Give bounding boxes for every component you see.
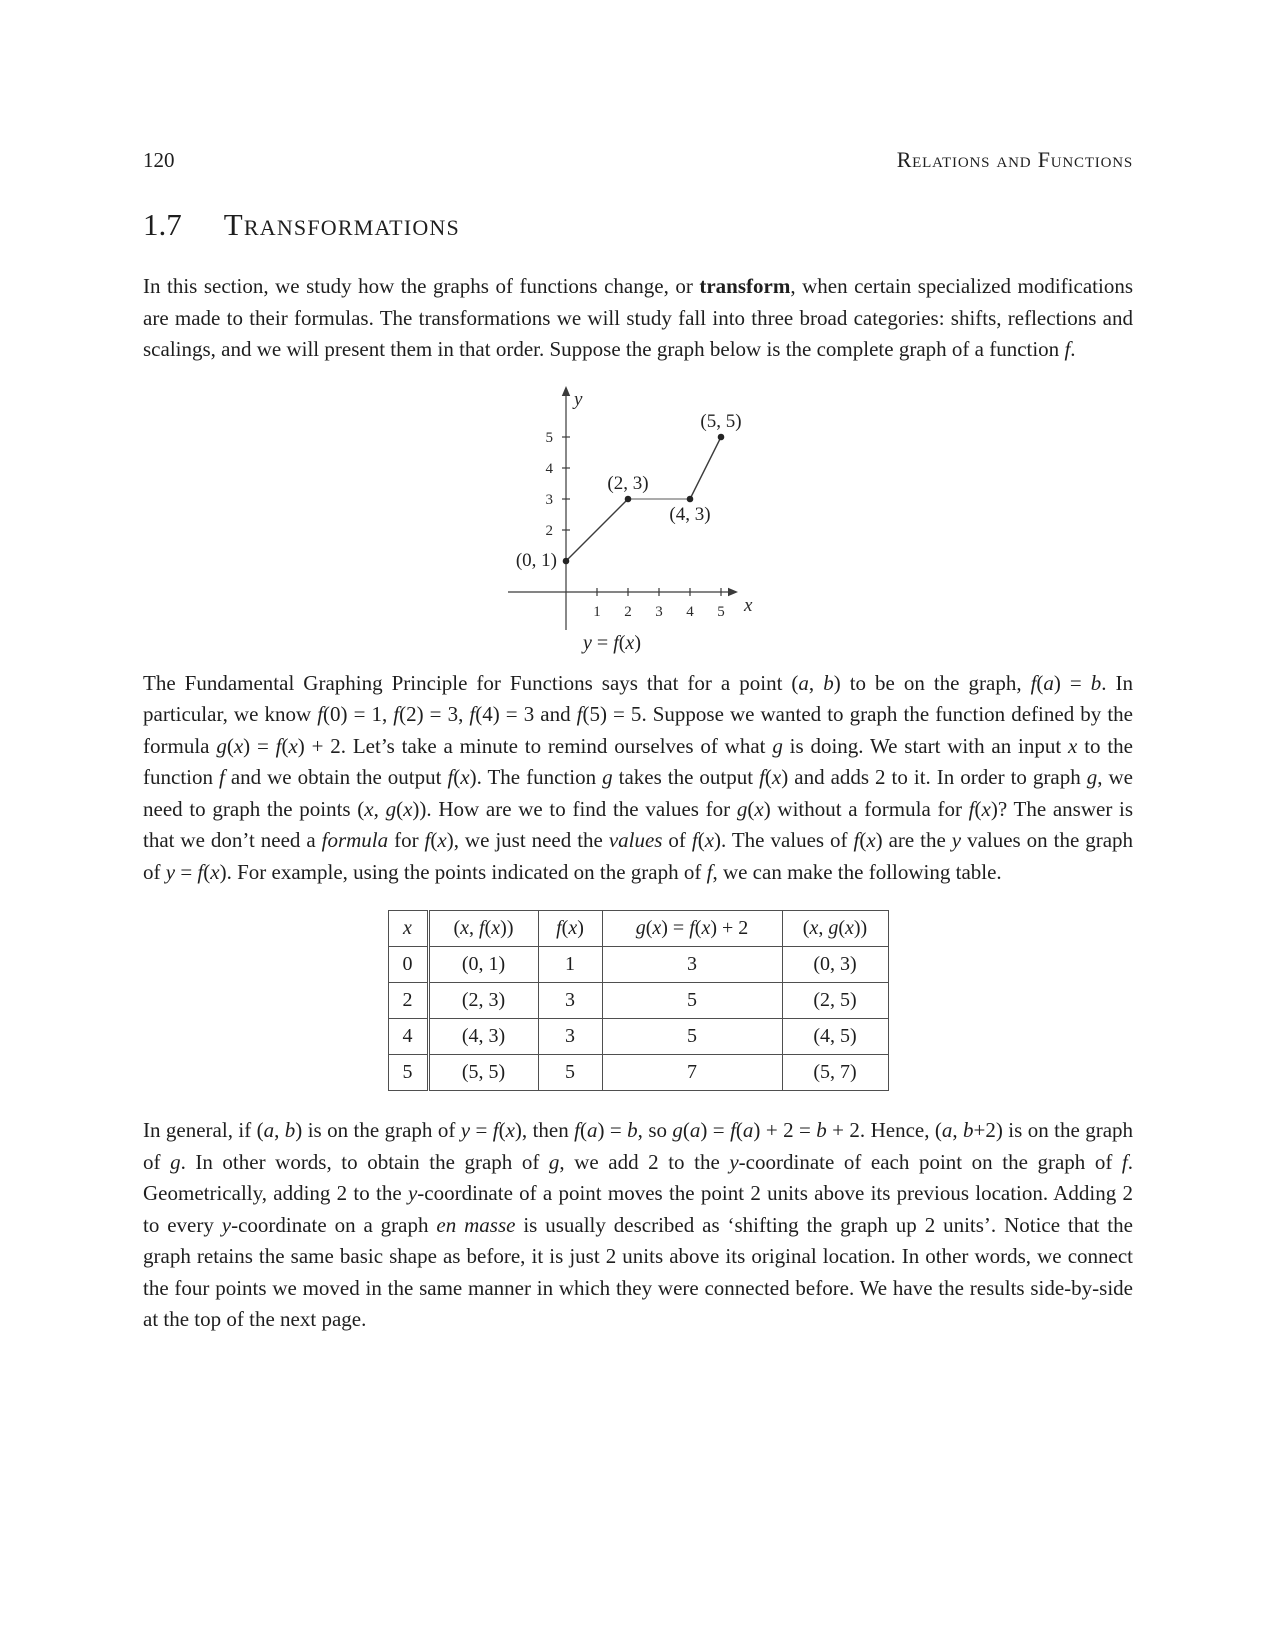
table-cell: 5 (602, 983, 782, 1019)
table-cell: 1 (538, 947, 602, 983)
table-header-cell: (x, f(x)) (428, 911, 538, 947)
function-graph-figure (460, 378, 792, 658)
table-cell: 4 (388, 1019, 428, 1055)
data-point (563, 557, 570, 564)
table-cell: 5 (602, 1019, 782, 1055)
section-heading (143, 207, 1133, 243)
paragraph-principle: The Fundamental Graphing Principle for Functions says that for a point (a, b) to be on the graph, f(a) = b. In particular, we know f(0) = 1, f(2) = 3, f(4) = 3 and f(5) = 5. Suppose we wanted to graph the function defined by the formula g(x) = f(x) + 2. Let’s take a minute to remind ourselves of what g is doing. We start with an input x to the function f and we obtain the output f(x). The function g takes the output f(x) and adds 2 to it. In order to graph g, we need to graph the points (x, g(x)). How are we to find the values for g(x) without a formula for f(x)? The answer is that we don’t need a formula for f(x), we just need the values of f(x). The values of f(x) are the y values on the graph of y = f(x). For example, using the points indicated on the graph of f, we can make the following table. (143, 670, 1134, 884)
table-header-row (388, 911, 888, 947)
table-cell: (5, 7) (782, 1055, 888, 1091)
point-label: (2, 3) (607, 472, 649, 494)
y-tick-label: 5 (545, 429, 553, 446)
table-header-cell: x (388, 911, 428, 947)
x-tick-label: 1 (593, 603, 601, 620)
page-number: 120 (143, 148, 175, 172)
x-axis-arrow (728, 587, 738, 595)
table-cell: (2, 3) (428, 983, 538, 1019)
table-cell: (2, 5) (782, 983, 888, 1019)
table-cell: (0, 3) (782, 947, 888, 983)
data-point (687, 495, 694, 502)
y-axis-arrow (562, 386, 570, 396)
table-row (388, 1055, 888, 1091)
data-point (625, 495, 632, 502)
point-label: (5, 5) (700, 410, 742, 432)
y-tick-label: 2 (545, 522, 553, 539)
running-head: Relations and Functions (896, 147, 1133, 172)
point-label: (0, 1) (515, 549, 557, 571)
table-cell: 5 (388, 1055, 428, 1091)
function-graph (460, 378, 792, 658)
table-cell: 5 (538, 1055, 602, 1091)
section-title: Transformations (223, 207, 460, 242)
y-tick-label: 3 (545, 491, 553, 508)
x-tick-label: 4 (686, 603, 694, 620)
table-cell: 3 (538, 983, 602, 1019)
x-tick-label: 3 (655, 603, 663, 620)
table-cell: (4, 3) (428, 1019, 538, 1055)
values-table-head (388, 911, 888, 947)
point-label: (4, 3) (669, 503, 711, 525)
graph-segment (566, 499, 628, 561)
table-cell: (5, 5) (428, 1055, 538, 1091)
table-cell: 3 (538, 1019, 602, 1055)
table-row (388, 983, 888, 1019)
paragraph-general: In general, if (a, b) is on the graph of y = f(x), then f(a) = b, so g(a) = f(a) + 2 = b + 2. Hence, (a, b+2) is on the graph of g. In other words, to obtain the graph of g, we add 2 to the y-coordinate of each point on the graph of f. Geometrically, adding 2 to the y-coordinate of a point moves the point 2 units above its previous location. Adding 2 to every y-coordinate on a graph en masse is usually described as ‘shifting the graph up 2 units’. Notice that the graph retains the same basic shape as before, it is just 2 units above its original location. In other words, we connect the four points we moved in the same manner in which they were connected before. We have the results side-by-side at the top of the next page. (143, 1118, 1134, 1331)
values-table-body (388, 947, 888, 1091)
table-header-cell: (x, g(x)) (782, 911, 888, 947)
figure-caption: y = f(x) (583, 631, 641, 654)
table-cell: 0 (388, 947, 428, 983)
data-point (718, 433, 725, 440)
page-header (143, 147, 1133, 173)
table-row (388, 947, 888, 983)
x-tick-label: 2 (624, 603, 632, 620)
values-table (388, 910, 889, 1091)
table-cell: 7 (602, 1055, 782, 1091)
table-header-cell: g(x) = f(x) + 2 (602, 911, 782, 947)
table-row (388, 1019, 888, 1055)
table-cell: (4, 5) (782, 1019, 888, 1055)
y-tick-label: 4 (545, 460, 553, 477)
paragraph-intro: In this section, we study how the graphs of functions change, or transform, when certain specialized modifications are made to their formulas. The transformations we will study fall into three broad categories: shifts, reflections and scalings, and we will present them in that order. Suppose the graph below is the complete graph of a function f. (143, 274, 1133, 361)
x-tick-label: 5 (717, 603, 725, 620)
table-cell: (0, 1) (428, 947, 538, 983)
table-cell: 2 (388, 983, 428, 1019)
page-content (143, 0, 1133, 1336)
y-axis-label: y (574, 388, 583, 410)
table-cell: 3 (602, 947, 782, 983)
table-header-cell: f(x) (538, 911, 602, 947)
x-axis-label: x (744, 594, 753, 616)
section-number: 1.7 (143, 207, 182, 242)
graph-segment (690, 437, 721, 499)
